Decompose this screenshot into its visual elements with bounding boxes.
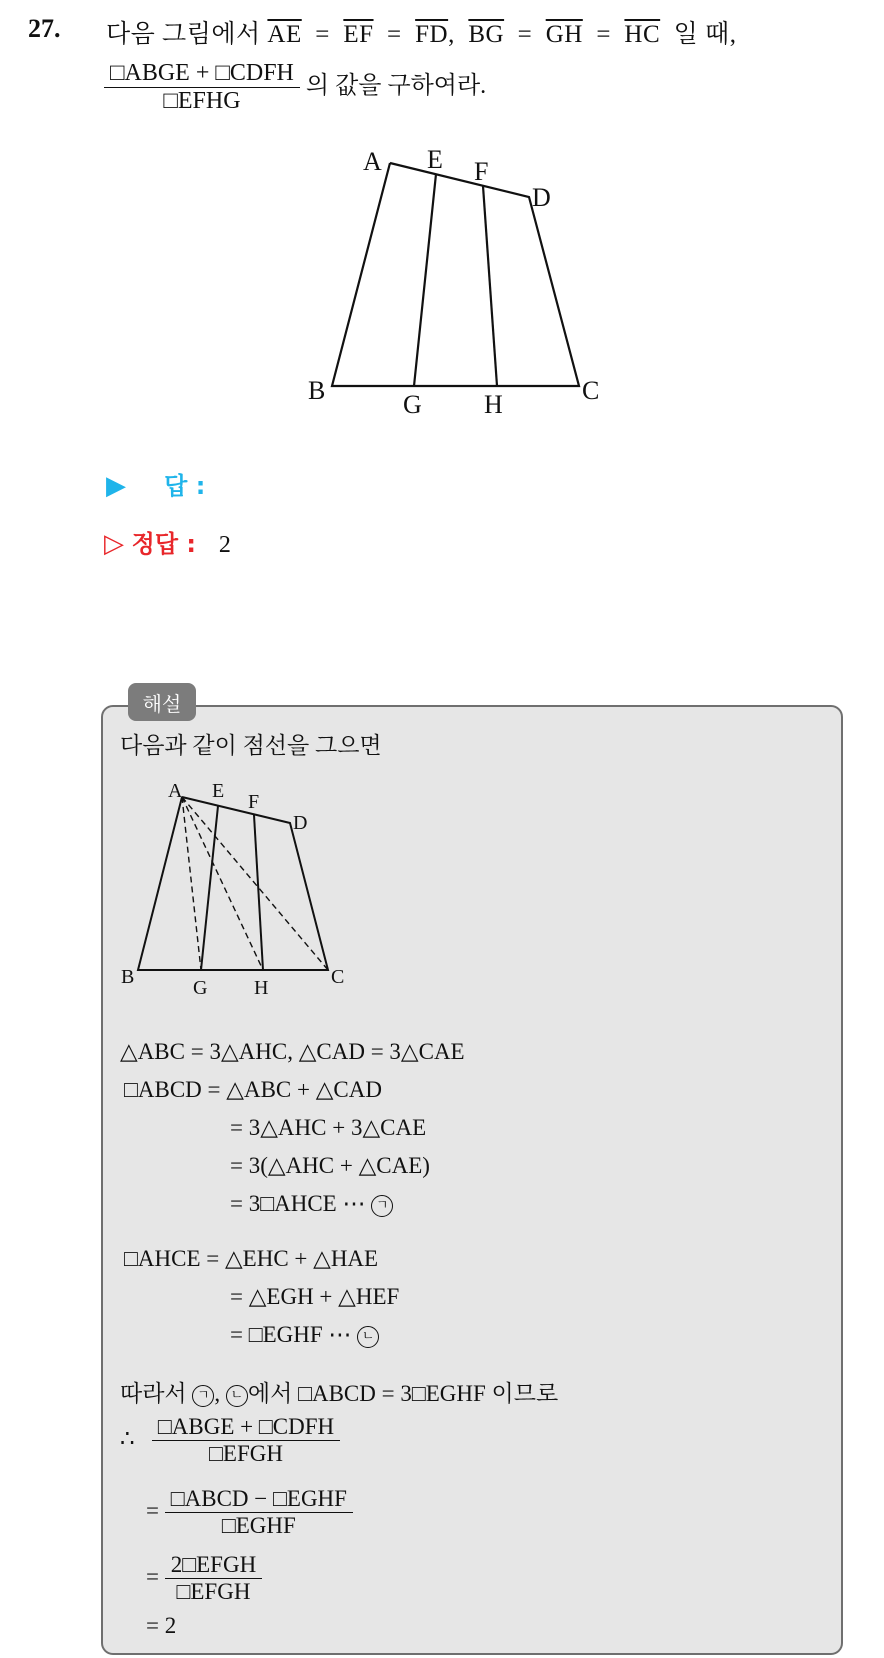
answer-label: 답 : [164,472,206,500]
label-b-small: B [121,966,135,988]
label-a-small: A [168,780,183,802]
segment-bg: $\overline{BG}$ [468,21,505,48]
segment-fh-small [254,815,263,970]
equation-line-8-text: = □EGHF ⋯ [230,1322,352,1347]
solution-intro: 다음과 같이 점선을 그으면 [120,733,382,758]
label-f: F [474,157,489,186]
label-e-small: E [212,780,225,802]
equation-line-1: △ABC = 3△AHC, △CAD = 3△CAE [120,1039,465,1064]
equation-line-2: □ABCD = △ABC + △CAD [124,1077,382,1102]
equation-line-5-text: = 3□AHCE ⋯ [230,1191,366,1216]
question-number: 27. [28,14,61,43]
label-h-small: H [254,977,269,999]
fraction-2 [165,1486,353,1539]
label-a: A [363,147,382,176]
label-h: H [484,390,503,419]
circled-giyeok-icon: ㄱ [371,1195,393,1217]
fraction-1-denominator: □EFGH [209,1441,283,1466]
question-intro: 다음 그림에서 [106,21,261,48]
equals-sign: = [596,21,611,48]
question-ask: 의 값을 구하여라. [305,73,487,100]
conclusion-rest: 에서 □ABCD = 3□EGHF 이므로 [247,1381,559,1406]
label-b: B [308,376,326,405]
fraction-2-denominator: □EGHF [221,1513,296,1538]
correct-answer-value: 2 [218,532,231,558]
final-fraction-1 [120,1414,340,1467]
label-c-small: C [331,966,345,988]
equals-sign: = [315,21,330,48]
conclusion-comma: , [214,1381,221,1406]
therefore-symbol: ∴ [120,1425,135,1451]
equation-line-5 [230,1191,393,1217]
final-fraction-2 [146,1486,353,1539]
final-result: = 2 [146,1613,177,1638]
segment-hc: $\overline{HC}$ [624,21,661,48]
segment-ae: $\overline{AE}$ [267,21,302,48]
circled-giyeok-icon: ㄱ [192,1385,214,1407]
label-c: C [582,376,600,405]
fraction-1 [152,1414,340,1467]
equation-line-4: = 3(△AHC + △CAE) [230,1153,430,1178]
fraction-3-denominator: □EFGH [176,1579,251,1604]
fraction-2-numerator: □ABCD − □EGHF [165,1486,353,1513]
label-e: E [427,145,443,174]
fraction-1-numerator: □ABGE + □CDFH [152,1414,340,1441]
final-fraction-3 [146,1552,262,1605]
label-g: G [403,390,422,419]
circled-nieun-icon: ㄴ [357,1326,379,1348]
equation-line-3: = 3△AHC + 3△CAE [230,1115,427,1140]
comma: , [448,21,455,48]
label-d-small: D [293,812,308,834]
segment-fd: $\overline{FD}$ [415,21,449,48]
equals-sign: = [146,1497,159,1523]
label-g-small: G [193,977,208,999]
solution-tag: 해설 [128,683,196,721]
fraction-numerator: □ABGE + □CDFH [104,60,300,88]
equals-sign: = [517,21,533,48]
correct-answer-label: 정답 : [131,530,196,558]
segment-gh: $\overline{GH}$ [545,21,583,48]
dashed-ag [182,797,201,970]
equals-sign: = [387,21,402,48]
equation-line-8 [230,1322,379,1348]
question-tail: 일 때, [673,21,737,48]
outline-play-icon: ▷ [104,529,124,559]
label-d: D [532,183,551,212]
fraction-denominator: □EFHG [163,88,241,114]
circled-nieun-icon: ㄴ [226,1385,248,1407]
segment-ef: $\overline{EF}$ [343,21,374,48]
conclusion-prefix: 따라서 [120,1381,187,1406]
fraction-3-numerator: 2□EFGH [165,1552,262,1579]
equation-line-7: = △EGH + △HEF [230,1284,400,1309]
equation-line-6: □AHCE = △EHC + △HAE [124,1246,379,1271]
dashed-ah [182,797,263,970]
conclusion-line [120,1375,558,1408]
label-f-small: F [248,791,260,813]
equals-sign: = [146,1563,159,1589]
fraction-3 [165,1552,262,1605]
play-icon: ▶ [106,471,126,501]
